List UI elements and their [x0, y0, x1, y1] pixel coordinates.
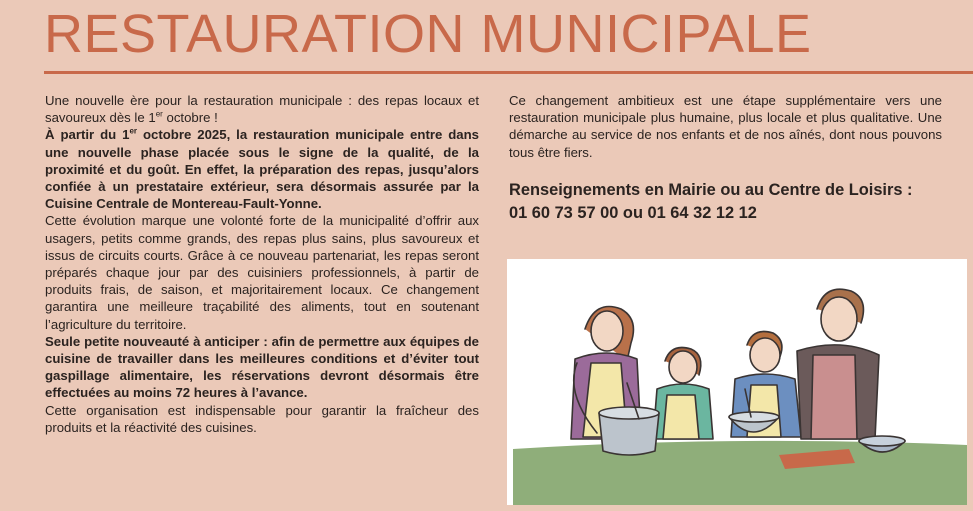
evolution-paragraph: Cette évolution marque une volonté forte de la municipalité d’offrir aux usagers, petits comme grands, des repas plus sains, plus savoureux et issus de circuits courts. Grâce à ce nouveau partenariat, les repas seront préparés chaque jour par des cuisiniers professionnels, à partir de produits frais, de saison, et majoritairement locaux. Ce changement garantira une meilleure traçabilité des aliments, tout en soutenant l’agriculture du territoire.: [45, 213, 479, 332]
ambition-paragraph: Ce changement ambitieux est une étape supplémentaire vers une restauration municipale plus humaine, plus locale et plus qualitative. Une démarche au service de nos enfants et de nos aînés, dont nous pouvons tous être fiers.: [509, 93, 942, 160]
announcement-paragraph: À partir du 1er octobre 2025, la restauration municipale entre dans une nouvelle phase placée sous le signe de la qualité, de la proximité et du goût. En effet, la préparation des repas, jusqu’alors confiée à un prestataire extérieur, sera désormais assurée par la Cuisine Centrale de Montereau-Fault-Yonne.: [45, 127, 480, 212]
left-column: [45, 92, 479, 436]
reservation-paragraph: Seule petite nouveauté à anticiper : afin de permettre aux équipes de cuisine de travailler dans les meilleures conditions et d’éviter tout gaspillage alimentaire, les réservations devront désormais être effectuées au moins 72 heures à l’avance.: [45, 333, 479, 401]
title-divider: [44, 71, 973, 74]
contact-info: Renseignements en Mairie ou au Centre de Loisirs : 01 60 73 57 00 ou 01 64 32 12 12: [509, 180, 913, 222]
page-title: RESTAURATION MUNICIPALE: [44, 4, 812, 64]
right-column: [509, 92, 942, 225]
organisation-paragraph: Cette organisation est indispensable pour garantir la fraîcheur des produits et la réactivité des cuisines.: [45, 402, 479, 435]
intro-paragraph: Une nouvelle ère pour la restauration municipale : des repas locaux et savoureux dès le 1er octobre !: [45, 93, 479, 126]
family-cooking-illustration-icon: [507, 259, 967, 505]
